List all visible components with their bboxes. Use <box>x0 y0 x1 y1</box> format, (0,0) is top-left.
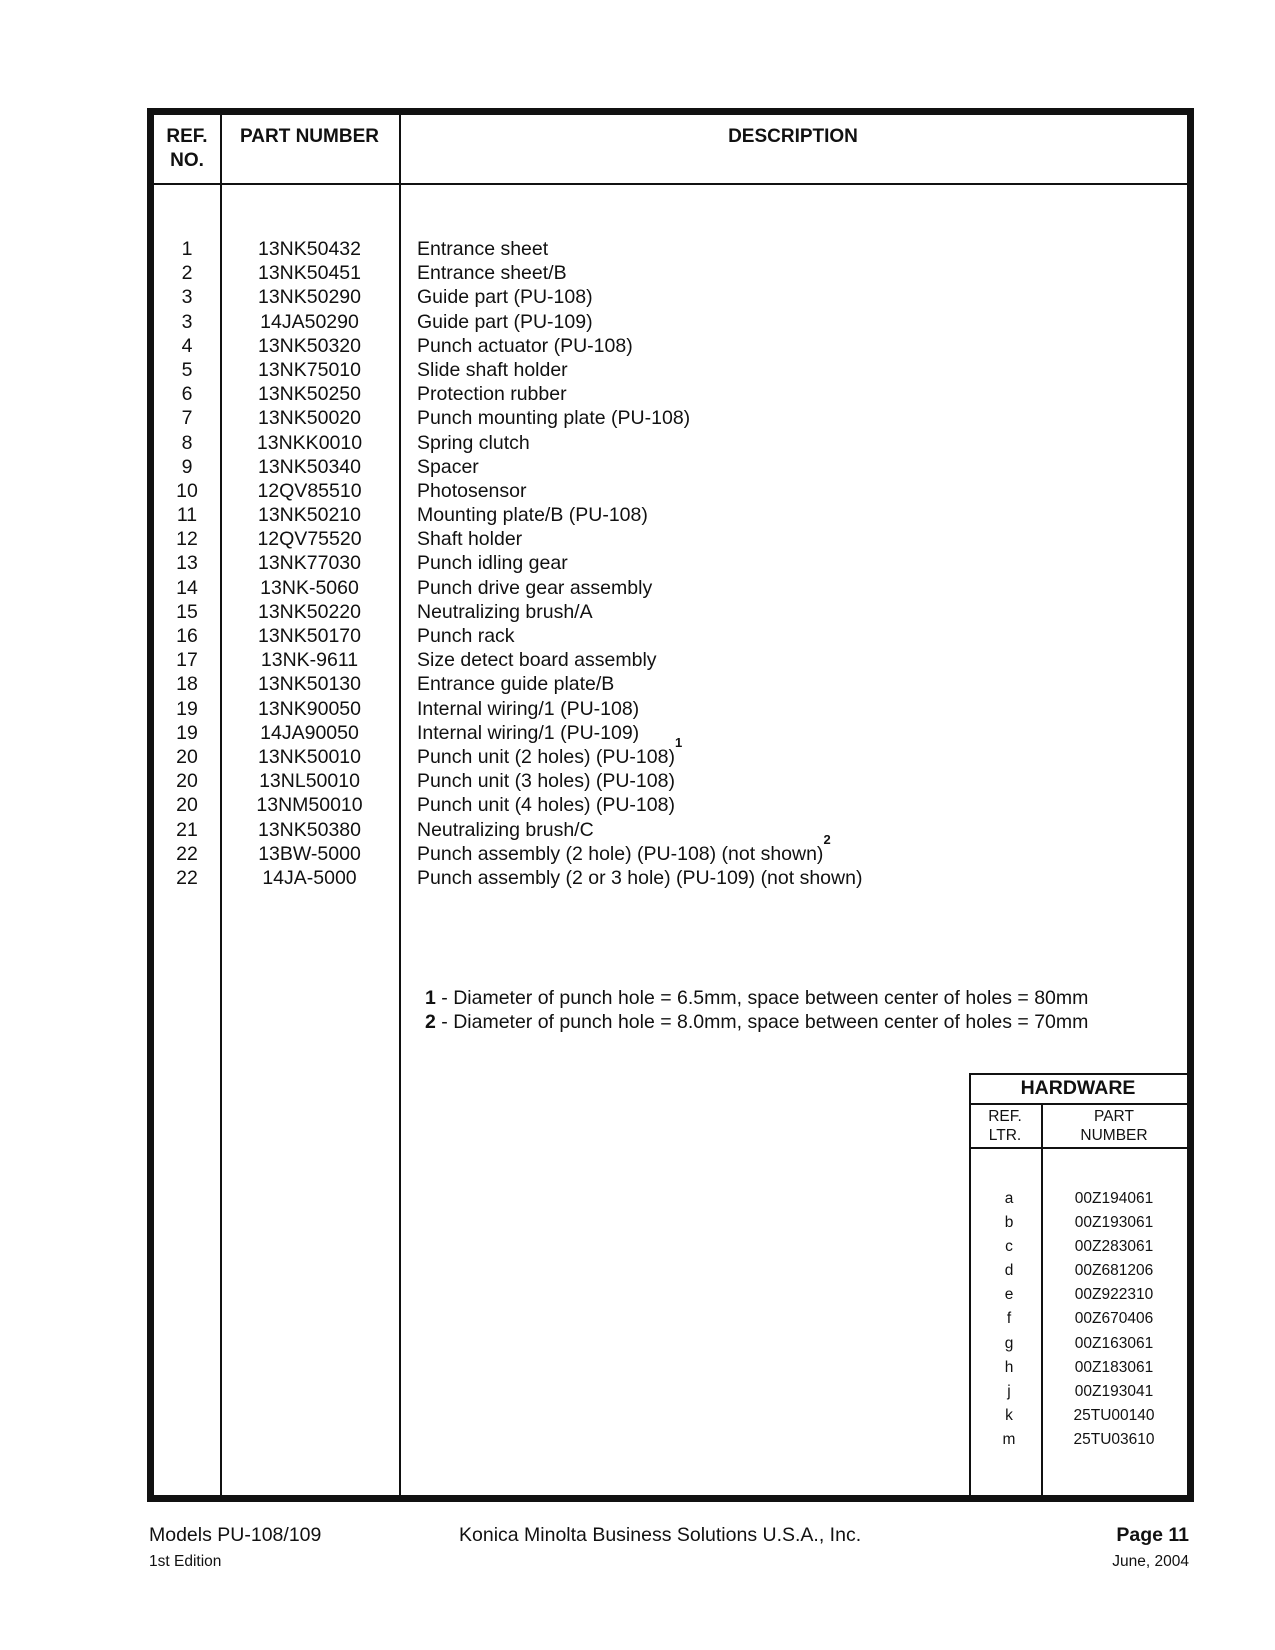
footnote: 2 - Diameter of punch hole = 8.0mm, space between center of holes = 70mm <box>425 1011 1089 1033</box>
footer-page: Page 11 <box>1116 1524 1189 1546</box>
description-cell: Punch actuator (PU-108) <box>417 334 633 357</box>
part-number-cell: 14JA90050 <box>260 721 359 744</box>
part-number-column <box>220 237 399 890</box>
footnote-marker: 1 <box>674 734 683 750</box>
hardware-ref-ltr-cell: j <box>1007 1382 1011 1400</box>
ref-no-cell: 8 <box>181 431 193 454</box>
part-number-header: PART NUMBER <box>240 126 379 147</box>
part-number-cell: 13NK50210 <box>257 504 361 527</box>
description-cell: Shaft holder <box>417 528 523 551</box>
ref-no-cell: 6 <box>181 383 193 406</box>
ref-no-cell: 1 <box>181 238 193 260</box>
part-number-cell: 13NL50010 <box>259 770 360 793</box>
part-number-cell: 14JA-5000 <box>262 866 357 889</box>
ref-no-cell: 19 <box>176 697 198 720</box>
ref-no-header: REF. NO. <box>166 126 208 171</box>
hardware-part-cell: 00Z681206 <box>1074 1262 1154 1280</box>
ref-no-cell: 20 <box>176 794 198 817</box>
part-number-cell: 13NK75010 <box>257 358 361 381</box>
part-number-cell: 13NK50451 <box>257 262 361 285</box>
description-cell: Punch assembly (2 hole) (PU-108) (not shown)$^2$ <box>417 831 831 865</box>
ref-no-cell: 22 <box>176 842 198 865</box>
description-cell: Size detect board assembly <box>417 649 657 672</box>
footnotes <box>425 986 1088 1034</box>
hardware-title: HARDWARE <box>1020 1077 1136 1099</box>
hardware-ref-ltr-cell: h <box>1004 1358 1014 1376</box>
description-cell: Internal wiring/1 (PU-108) <box>417 697 640 720</box>
footer-models: Models PU-108/109 <box>149 1524 322 1546</box>
hardware-part-cell: 00Z283061 <box>1074 1238 1154 1256</box>
part-number-cell: 13NK90050 <box>257 697 361 720</box>
description-cell: Guide part (PU-109) <box>417 310 593 333</box>
ref-no-cell: 3 <box>181 310 193 333</box>
ref-no-cell: 19 <box>176 721 198 744</box>
part-number-cell: 12QV75520 <box>257 528 362 551</box>
hardware-part-cell: 00Z922310 <box>1074 1286 1154 1304</box>
description-cell: Punch idling gear <box>417 552 568 575</box>
description-cell: Mounting plate/B (PU-108) <box>417 504 648 527</box>
ref-no-cell: 13 <box>176 552 198 575</box>
description-cell: Punch unit (2 holes) $(PU-108)^1$ <box>417 734 683 768</box>
ref-no-cell: 3 <box>181 286 193 309</box>
part-number-cell: 13NK50290 <box>257 286 361 309</box>
part-number-cell: 13NK-5060 <box>260 576 359 599</box>
part-number-cell: 13NK50340 <box>257 455 361 478</box>
hardware-part-cell: 00Z193061 <box>1074 1214 1154 1232</box>
column-divider <box>399 115 401 1495</box>
description-cell: Slide shaft holder <box>417 358 568 381</box>
ref-no-cell: 9 <box>181 455 193 478</box>
ref-no-cell: 5 <box>181 358 193 381</box>
hardware-ref-ltr-cell: b <box>1004 1214 1014 1232</box>
ref-no-cell: 10 <box>176 479 198 502</box>
parts-table <box>147 108 1194 1502</box>
part-number-cell: 13BW-5000 <box>258 842 361 865</box>
hardware-part-cell: 00Z670406 <box>1074 1310 1154 1328</box>
footnote: 1 - Diameter of punch hole = 6.5mm, space between center of holes = 80mm <box>425 987 1089 1009</box>
ref-no-cell: 12 <box>176 528 198 551</box>
hardware-title-divider <box>969 1103 1187 1105</box>
part-number-cell: 13NK50010 <box>257 745 361 768</box>
ref-no-cell: 4 <box>181 334 193 357</box>
part-number-cell: 13NK50220 <box>257 600 361 623</box>
hardware-part-cell: 25TU03610 <box>1073 1430 1155 1448</box>
part-number-cell: 13NK77030 <box>257 552 361 575</box>
hardware-part-cell: 00Z163061 <box>1074 1334 1154 1352</box>
description-header: DESCRIPTION <box>728 126 858 147</box>
hardware-ref-ltr-cell: k <box>1005 1406 1013 1424</box>
hardware-header-divider <box>969 1147 1187 1149</box>
description-cell: Punch rack <box>417 625 515 647</box>
ref-no-cell: 17 <box>176 649 198 672</box>
part-number-cell: 13NK-9611 <box>260 649 359 672</box>
description-cell: Spacer <box>417 455 479 478</box>
part-number-cell: 13NK50380 <box>257 818 361 841</box>
description-cell: Entrance guide plate/B <box>417 673 615 696</box>
hardware-ref-ltr-cell: f <box>1006 1310 1012 1328</box>
ref-no-cell: 16 <box>176 625 198 647</box>
ref-no-cell: 21 <box>176 818 198 841</box>
description-cell: Spring clutch <box>417 431 530 454</box>
part-number-cell: 13NK50320 <box>257 334 361 357</box>
ref-no-cell: 14 <box>176 576 198 599</box>
ref-no-cell: 18 <box>176 673 198 696</box>
ref-no-column <box>154 237 220 890</box>
description-column <box>417 237 1177 890</box>
hardware-ref-ltr-cell: m <box>1002 1430 1016 1448</box>
part-number-cell: 13NK50130 <box>257 673 361 696</box>
hardware-part-cell: 00Z193041 <box>1074 1382 1154 1400</box>
description-cell: Punch unit (4 holes) (PU-108) <box>417 794 675 817</box>
hardware-ref-ltr-cell: d <box>1004 1262 1014 1280</box>
hardware-ref-ltr-cell: g <box>1004 1334 1014 1352</box>
ref-no-cell: 7 <box>181 407 193 430</box>
part-number-cell: 13NK50250 <box>257 383 361 406</box>
description-cell: Protection rubber <box>417 383 567 406</box>
ref-no-cell: 22 <box>176 866 198 889</box>
hardware-part-cell: 00Z194061 <box>1074 1190 1154 1207</box>
part-number-cell: 14JA50290 <box>260 310 359 333</box>
description-cell: Entrance sheet <box>417 238 549 260</box>
footer-company: Konica Minolta Business Solutions U.S.A., Inc. <box>459 1524 862 1546</box>
description-cell: Photosensor <box>417 479 527 502</box>
part-number-cell: 13NKK0010 <box>256 431 363 454</box>
ref-no-cell: 20 <box>176 770 198 793</box>
footnote-marker: 2 <box>823 831 831 847</box>
description-cell: Punch mounting plate (PU-108) <box>417 407 691 430</box>
ref-ltr-column <box>969 1187 1049 1452</box>
hardware-part-column <box>1041 1187 1187 1452</box>
hardware-table <box>969 1073 1187 1502</box>
hardware-ref-ltr-cell: c <box>1005 1238 1013 1256</box>
footer-edition: 1st Edition <box>149 1553 222 1570</box>
ref-no-cell: 20 <box>176 745 198 768</box>
ref-no-cell: 2 <box>181 262 193 285</box>
part-number-cell: 13NM50010 <box>256 794 363 817</box>
part-number-cell: 13NK50020 <box>257 407 361 430</box>
hardware-ref-ltr-cell: e <box>1004 1286 1014 1304</box>
ref-no-cell: 11 <box>176 504 198 527</box>
footer-date: June, 2004 <box>1112 1553 1189 1570</box>
hardware-part-cell: 25TU00140 <box>1073 1406 1155 1424</box>
hardware-part-number-header: PART NUMBER <box>1080 1108 1148 1144</box>
header-divider <box>154 183 1187 185</box>
ref-no-cell: 15 <box>176 600 198 623</box>
part-number-cell: 13NK50432 <box>257 238 361 260</box>
description-cell: Entrance sheet/B <box>417 262 567 285</box>
description-cell: Neutralizing brush/C <box>417 818 594 841</box>
part-number-cell: 13NK50170 <box>257 625 361 647</box>
description-cell: Neutralizing brush/A <box>417 600 593 623</box>
description-cell: Punch drive gear assembly <box>417 576 653 599</box>
description-cell: Internal wiring/1 (PU-109) <box>417 721 640 744</box>
hardware-ref-ltr-cell: a <box>1004 1190 1014 1207</box>
description-cell: Guide part (PU-108) <box>417 286 593 309</box>
part-number-cell: 12QV85510 <box>257 479 362 502</box>
description-cell: Punch assembly (2 or 3 hole) (PU-109) (not shown) <box>417 866 863 889</box>
description-cell: Punch unit (3 holes) (PU-108) <box>417 770 675 793</box>
ref-ltr-header: REF. LTR. <box>988 1108 1022 1144</box>
hardware-part-cell: 00Z183061 <box>1074 1358 1154 1376</box>
